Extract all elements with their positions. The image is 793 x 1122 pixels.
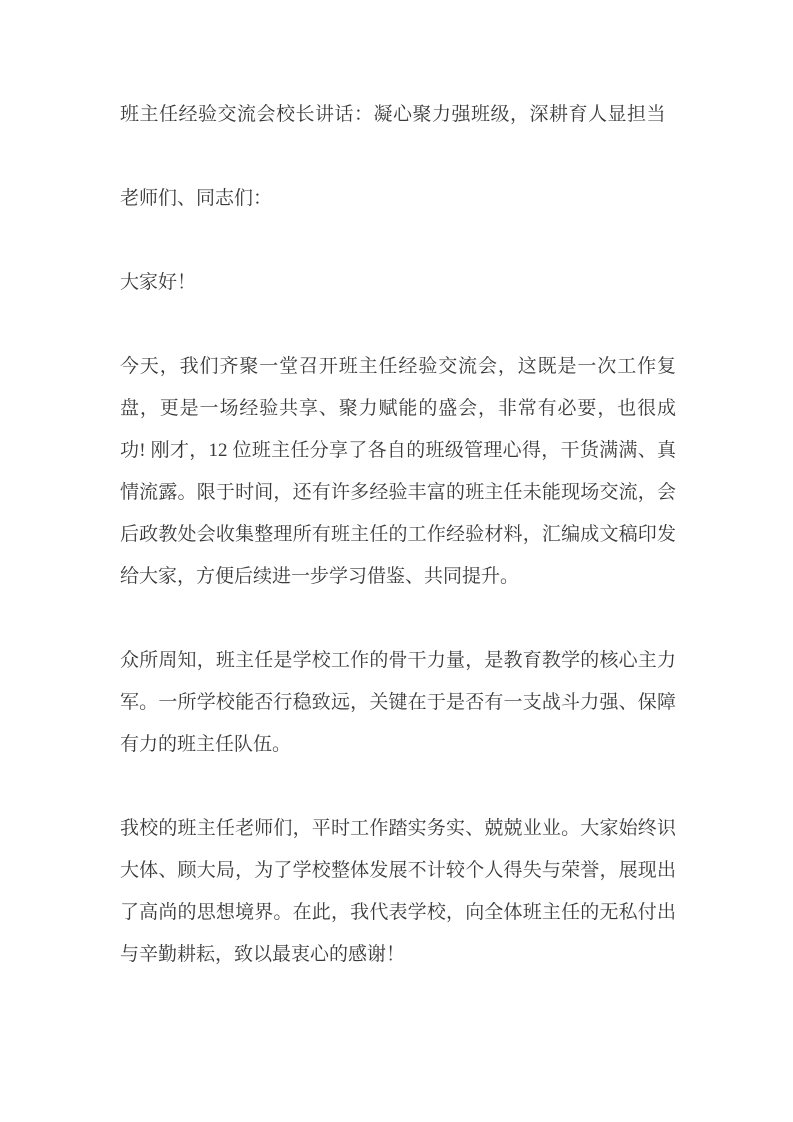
paragraph-greeting: 大家好！ [120,272,197,293]
paragraph-salutation: 老师们、同志们： [120,188,273,209]
document-title [120,94,676,136]
document-title-text: 班主任经验交流会校长讲话：凝心聚力强班级，深耕育人显担当 [120,104,667,125]
paragraph-gratitude: 我校的班主任老师们，平时工作踏实务实、兢兢业业。大家始终识大体、顾大局，为了学校整体发展不计较个人得失与荣誉，展现出了高尚的思想境界。在此，我代表学校，向全体班主任的无私付出与辛勤耕耘，致以最衷心的感谢！ [120,818,676,965]
paragraph-role-importance: 众所周知，班主任是学校工作的骨干力量，是教育教学的核心主力军。一所学校能否行稳致远，关键在于是否有一支战斗力强、保障有力的班主任队伍。 [120,650,676,755]
paragraph-meeting-summary: 今天，我们齐聚一堂召开班主任经验交流会，这既是一次工作复盘，更是一场经验共享、聚力赋能的盛会，非常有必要，也很成功! 刚才，12 位班主任分享了各自的班级管理心得，干货满满、真情流露。限于时间，还有许多经验丰富的班主任未能现场交流，会后政教处会收集整理所有班主任的工作经验材料，汇编成文稿印发给大家，方便后续进一步学习借鉴、共同提升。 [120,356,676,587]
